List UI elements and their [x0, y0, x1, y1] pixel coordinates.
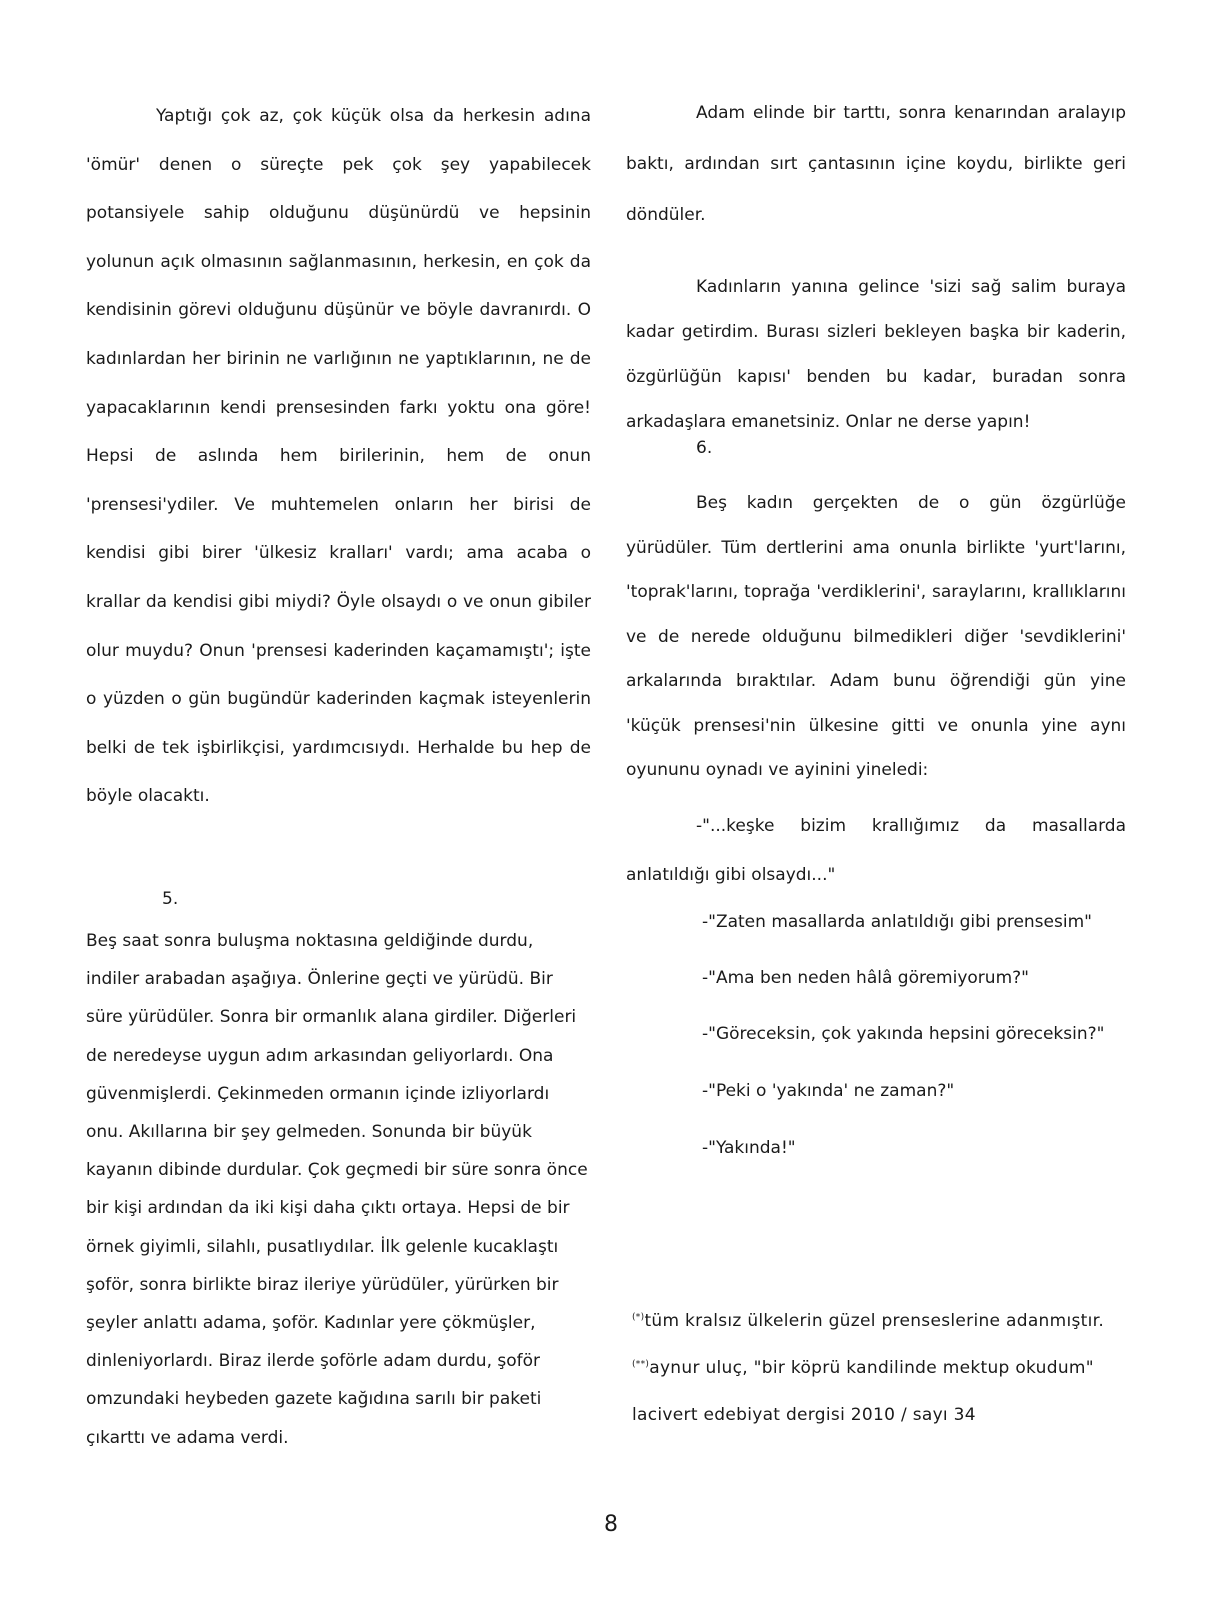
- left-column: [86, 92, 591, 1448]
- dialogue-line-2: -"Zaten masallarda anlatıldığı gibi prensesim": [702, 912, 1092, 932]
- dialogue-line-3: -"Ama ben neden hâlâ göremiyorum?": [702, 968, 1029, 988]
- footnote-1: [632, 1298, 1122, 1345]
- page-number: 8: [604, 1512, 618, 1537]
- dialogue-line-1-block: [626, 802, 1126, 900]
- right-column: [626, 88, 1126, 1425]
- footnote-2-text: aynur uluç, "bir köprü kandilinde mektup okudum" lacivert edebiyat dergisi 2010 / sayı 34: [632, 1358, 1094, 1425]
- right-paragraph-1: Adam elinde bir tarttı, sonra kenarından aralayıp baktı, ardından sırt çantasının içine koydu, birlikte geri döndüler.: [626, 103, 1126, 225]
- dialogue-line-5: -"Peki o 'yakında' ne zaman?": [702, 1081, 955, 1101]
- footnote-1-text: tüm kralsız ülkelerin güzel prenseslerine adanmıştır.: [644, 1311, 1105, 1331]
- footnote-1-mark: (*): [632, 1312, 645, 1323]
- dialogue-line-6: -"Yakında!": [702, 1138, 796, 1158]
- dialogue-line-1: -"...keşke bizim krallığımız da masallarda anlatıldığı gibi olsaydı...": [626, 816, 1126, 885]
- left-paragraph-1: Yaptığı çok az, çok küçük olsa da herkesin adına 'ömür' denen o süreçte pek çok şey yapabilecek potansiyele sahip olduğunu düşünürdü ve hepsinin yolunun açık olmasının sağlanmasının, herkesin, en çok da kendisinin görevi olduğunu düşünür ve böyle davranırdı. O kadınlardan her birinin ne varlığının ne yaptıklarının, ne de yapacaklarının kendi prensesinden farkı yoktu ona göre! Hepsi de aslında hem birilerinin, hem de onun 'prensesi'ydiler. Ve muhtemelen onların her birisi de kendisi gibi birer 'ülkesiz kralları' vardı; ama acaba o krallar da kendisi gibi miydi? Öyle olsaydı o ve onun gibiler olur muydu? Onun 'prensesi kaderinden kaçamamıştı'; işte o yüzden o gün bugündür kaderinden kaçmak isteyenlerin belki de tek işbirlikçisi, yardımcısıydı. Herhalde bu hep de böyle olacaktı.: [86, 106, 591, 807]
- dialogue-line-4: -"Göreceksin, çok yakında hepsini göreceksin?": [702, 1024, 1105, 1044]
- section-5-number: 5.: [162, 889, 179, 909]
- footnote-2-mark: (**): [632, 1359, 650, 1370]
- footnotes: [632, 1298, 1122, 1439]
- right-paragraph-2: Kadınların yanına gelince 'sizi sağ salim buraya kadar getirdim. Burası sizleri bekleyen başka bir kaderin, özgürlüğün kapısı' benden bu kadar, buradan sonra arkadaşlara emanetsiniz. Onlar ne derse yapın!: [626, 277, 1126, 432]
- section-5-text: Beş saat sonra buluşma noktasına geldiğinde durdu, indiler arabadan aşağıya. Önlerine geçti ve yürüdü. Bir süre yürüdüler. Sonra bir ormanlık alana girdiler. Diğerleri de neredeyse uygun adım arkasından geliyorlardı. Ona güvenmişlerdi. Çekinmeden ormanın içinde izliyorlardı onu. Akıllarına bir şey gelmeden. Sonunda bir büyük kayanın dibinde durdular. Çok geçmedi bir süre sonra önce bir kişi ardından da iki kişi daha çıktı ortaya. Hepsi de bir örnek giyimli, silahlı, pusatlıydılar. İlk gelenle kucaklaştı şoför, sonra birlikte biraz ileriye yürüdüler, yürürken bir şeyler anlattı adama, şoför. Kadınlar yere çökmüşler, dinleniyorlardı. Biraz ilerde şoförle adam durdu, şoför omzundaki heybeden gazete kağıdına sarılı bir paketi çıkarttı ve adama verdi.: [86, 931, 588, 1448]
- right-paragraph-3: Beş kadın gerçekten de o gün özgürlüğe yürüdüler. Tüm dertlerini ama onunla birlikte 'yurt'larını, 'toprak'larını, toprağa 'verdiklerini', saraylarını, krallıklarını ve de nerede olduğunu bilmedikleri diğer 'sevdiklerini' arkalarında bıraktılar. Adam bunu öğrendiği gün yine 'küçük prensesi'nin ülkesine gitti ve onunla yine aynı oyununu oynadı ve ayinini yineledi:: [626, 493, 1126, 780]
- section-6-number: 6.: [696, 438, 713, 458]
- footnote-2: [632, 1345, 1122, 1439]
